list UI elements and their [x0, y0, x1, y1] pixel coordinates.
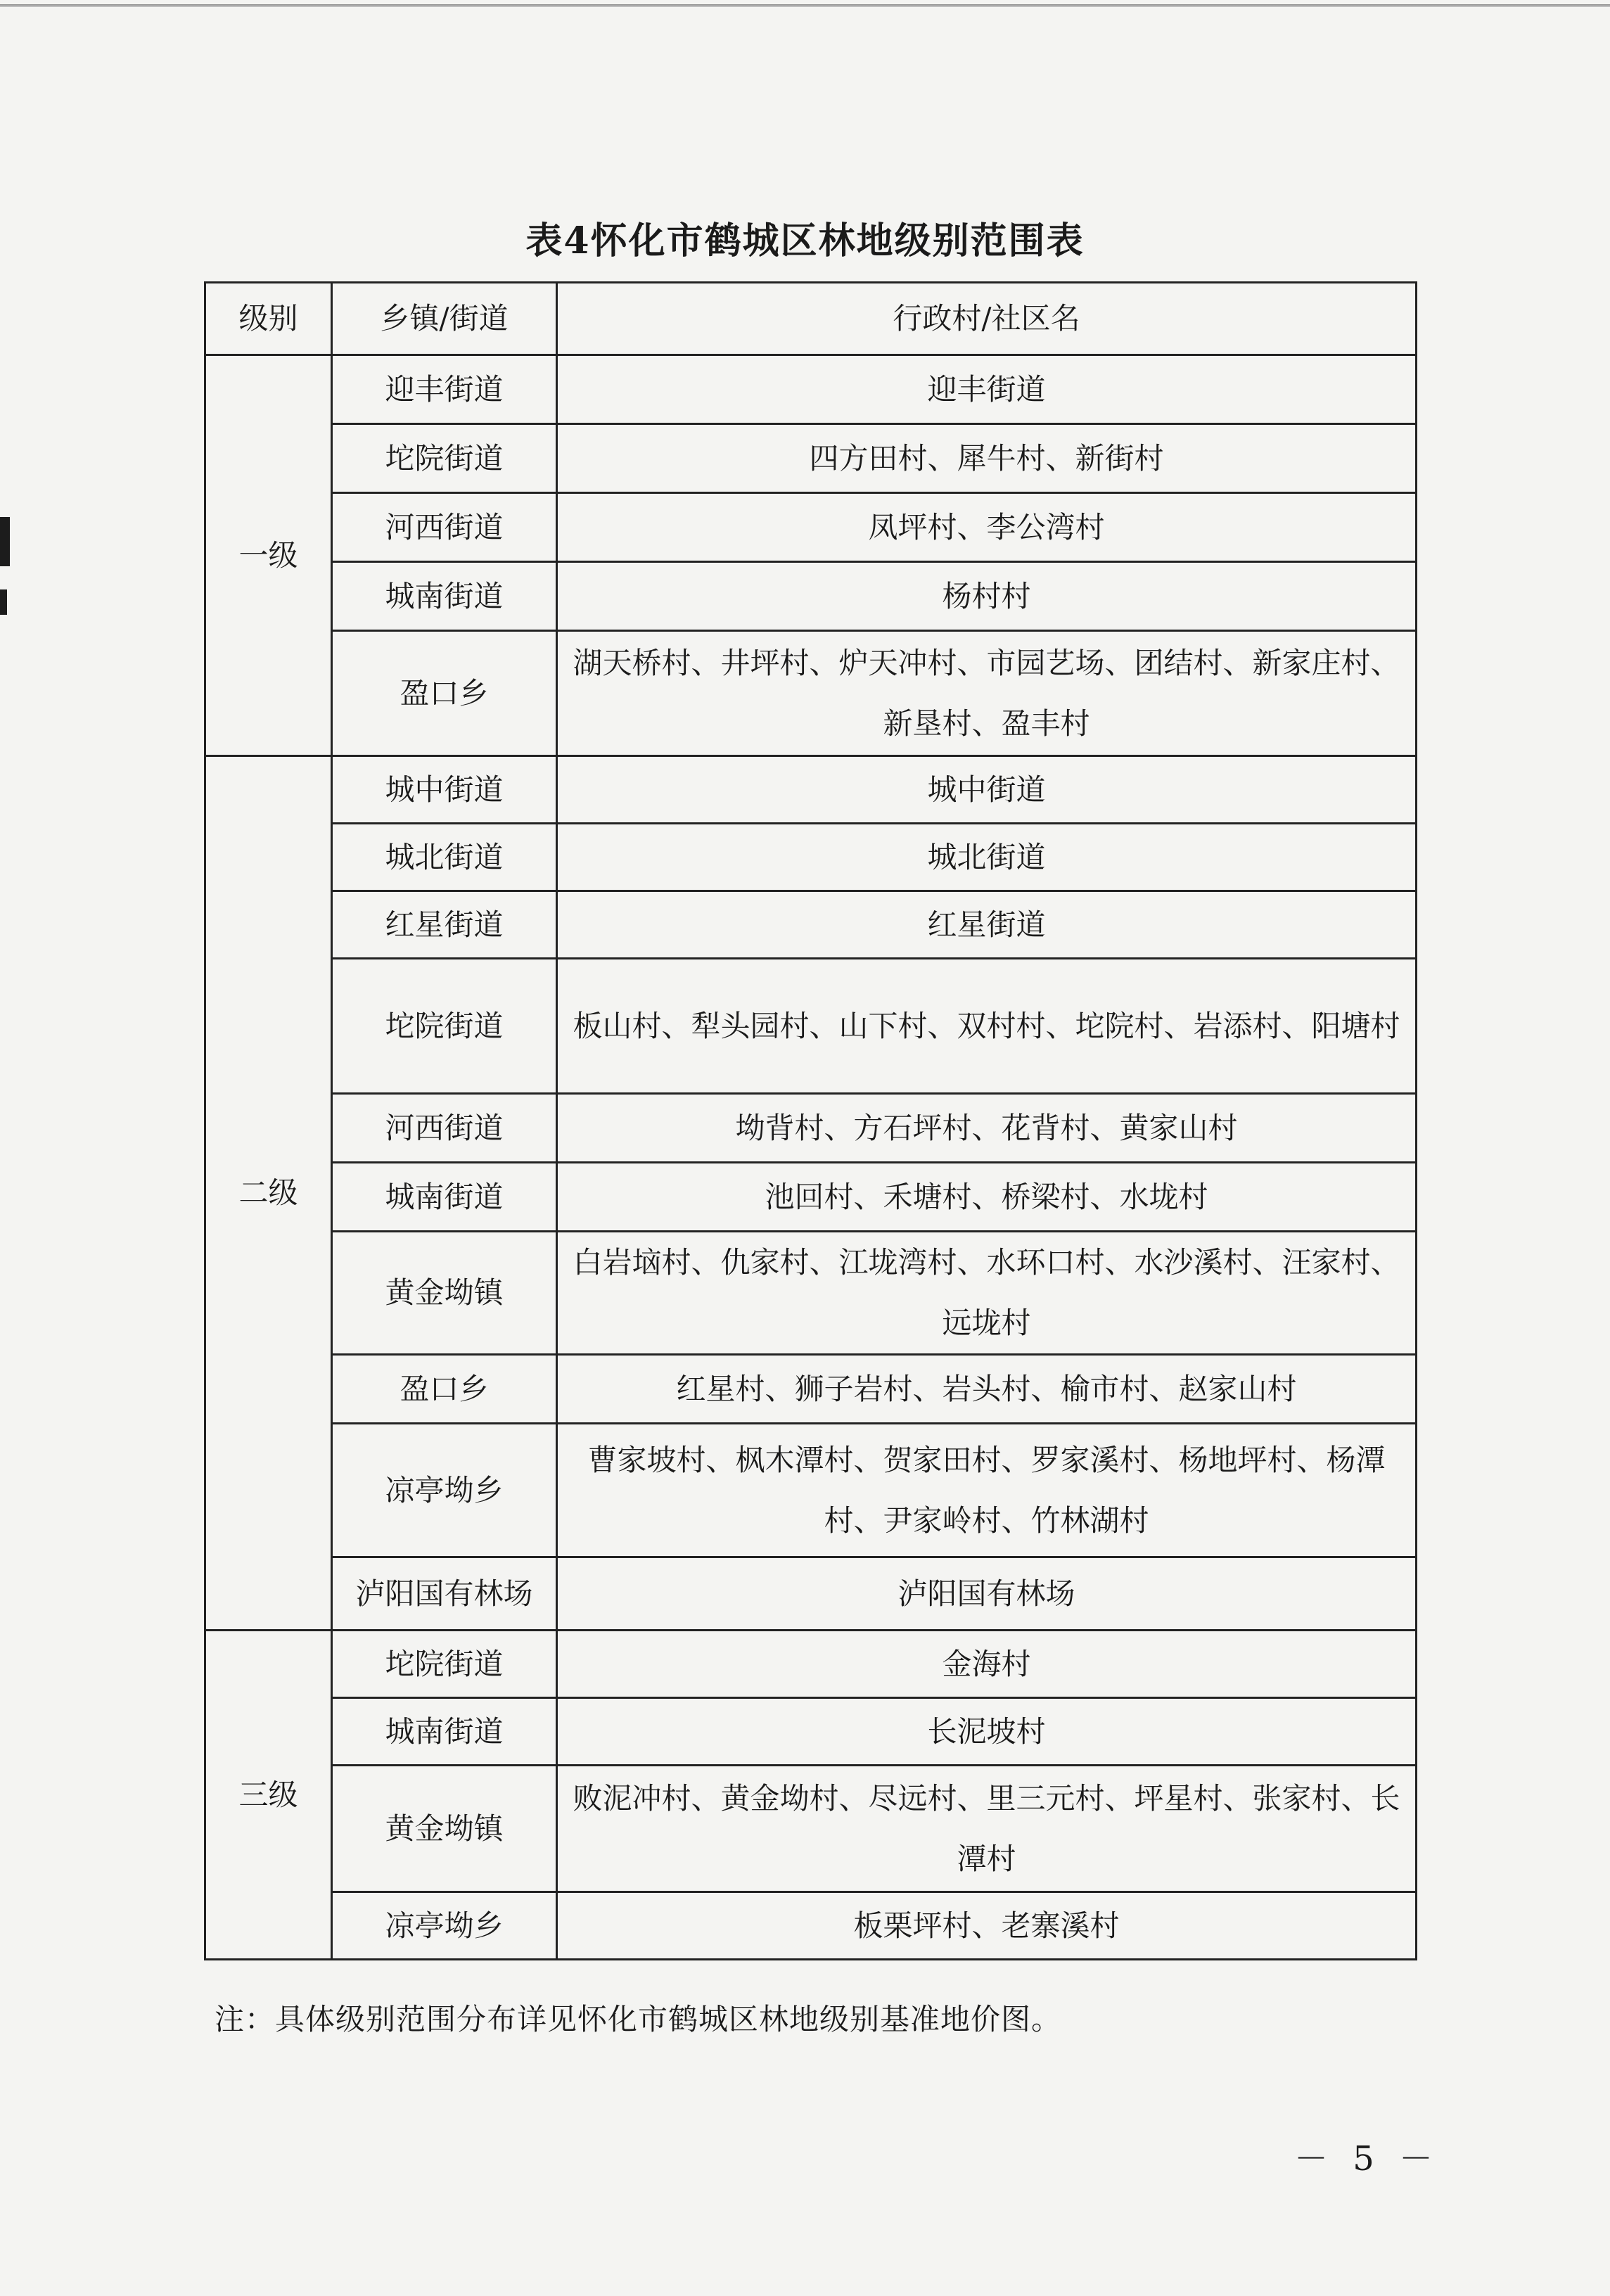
table-row — [205, 424, 1417, 493]
level-cell: 二级 — [205, 756, 332, 1631]
town-cell: 城南街道 — [332, 1163, 557, 1232]
table-row — [205, 1094, 1417, 1163]
town-cell: 坨院街道 — [332, 424, 557, 493]
villages-cell: 白岩垴村、仇家村、江垅湾村、水环口村、水沙溪村、汪家村、远垅村 — [557, 1232, 1417, 1355]
header-town: 乡镇/街道 — [332, 283, 557, 355]
table-row — [205, 824, 1417, 891]
villages-cell: 凤坪村、李公湾村 — [557, 493, 1417, 562]
villages-cell: 板山村、犁头园村、山下村、双村村、坨院村、岩添村、阳塘村 — [557, 959, 1417, 1094]
table-row — [205, 891, 1417, 959]
town-cell: 黄金坳镇 — [332, 1232, 557, 1355]
villages-cell: 坳背村、方石坪村、花背村、黄家山村 — [557, 1094, 1417, 1163]
villages-cell: 城北街道 — [557, 824, 1417, 891]
table-row — [205, 1557, 1417, 1631]
villages-cell: 池回村、禾塘村、桥梁村、水垅村 — [557, 1163, 1417, 1232]
villages-cell: 湖天桥村、井坪村、炉天冲村、市园艺场、团结村、新家庄村、新垦村、盈丰村 — [557, 631, 1417, 756]
villages-cell: 长泥坡村 — [557, 1698, 1417, 1766]
villages-cell: 杨村村 — [557, 562, 1417, 631]
town-cell: 城中街道 — [332, 756, 557, 824]
table-row — [205, 1892, 1417, 1960]
table-row — [205, 1698, 1417, 1766]
forest-land-level-table — [204, 281, 1417, 1960]
table-row — [205, 959, 1417, 1094]
town-cell: 城南街道 — [332, 562, 557, 631]
town-cell: 迎丰街道 — [332, 355, 557, 424]
table-row — [205, 1232, 1417, 1355]
town-cell: 凉亭坳乡 — [332, 1424, 557, 1557]
town-cell: 河西街道 — [332, 493, 557, 562]
scan-edge-mark — [0, 589, 7, 615]
table-row — [205, 1355, 1417, 1424]
table-row — [205, 1631, 1417, 1698]
town-cell: 泸阳国有林场 — [332, 1557, 557, 1631]
table-row — [205, 493, 1417, 562]
table-row — [205, 1163, 1417, 1232]
town-cell: 盈口乡 — [332, 631, 557, 756]
table-header-row — [205, 283, 1417, 355]
villages-cell: 败泥冲村、黄金坳村、尽远村、里三元村、坪星村、张家村、长潭村 — [557, 1766, 1417, 1892]
town-cell: 城南街道 — [332, 1698, 557, 1766]
table-title: 表4怀化市鹤城区林地级别范围表 — [525, 219, 1085, 262]
table-row — [205, 756, 1417, 824]
table-row — [205, 631, 1417, 756]
header-level: 级别 — [205, 283, 332, 355]
villages-cell: 城中街道 — [557, 756, 1417, 824]
table-row — [205, 1766, 1417, 1892]
page-number: － 5 － — [1294, 2139, 1440, 2179]
town-cell: 坨院街道 — [332, 959, 557, 1094]
town-cell: 红星街道 — [332, 891, 557, 959]
villages-cell: 泸阳国有林场 — [557, 1557, 1417, 1631]
villages-cell: 曹家坡村、枫木潭村、贺家田村、罗家溪村、杨地坪村、杨潭村、尹家岭村、竹林湖村 — [557, 1424, 1417, 1557]
town-cell: 黄金坳镇 — [332, 1766, 557, 1892]
table-row — [205, 355, 1417, 424]
town-cell: 城北街道 — [332, 824, 557, 891]
villages-cell: 金海村 — [557, 1631, 1417, 1698]
town-cell: 凉亭坳乡 — [332, 1892, 557, 1960]
table-row — [205, 562, 1417, 631]
villages-cell: 板栗坪村、老寨溪村 — [557, 1892, 1417, 1960]
header-villages: 行政村/社区名 — [557, 283, 1417, 355]
scan-edge-mark — [0, 517, 10, 566]
table-footnote: 注：具体级别范围分布详见怀化市鹤城区林地级别基准地价图。 — [215, 2002, 1062, 2036]
town-cell: 盈口乡 — [332, 1355, 557, 1424]
level-cell: 一级 — [205, 355, 332, 756]
table-row — [205, 1424, 1417, 1557]
villages-cell: 红星村、狮子岩村、岩头村、榆市村、赵家山村 — [557, 1355, 1417, 1424]
scan-top-edge — [0, 4, 1610, 7]
villages-cell: 红星街道 — [557, 891, 1417, 959]
town-cell: 坨院街道 — [332, 1631, 557, 1698]
villages-cell: 四方田村、犀牛村、新街村 — [557, 424, 1417, 493]
town-cell: 河西街道 — [332, 1094, 557, 1163]
level-cell: 三级 — [205, 1631, 332, 1960]
villages-cell: 迎丰街道 — [557, 355, 1417, 424]
